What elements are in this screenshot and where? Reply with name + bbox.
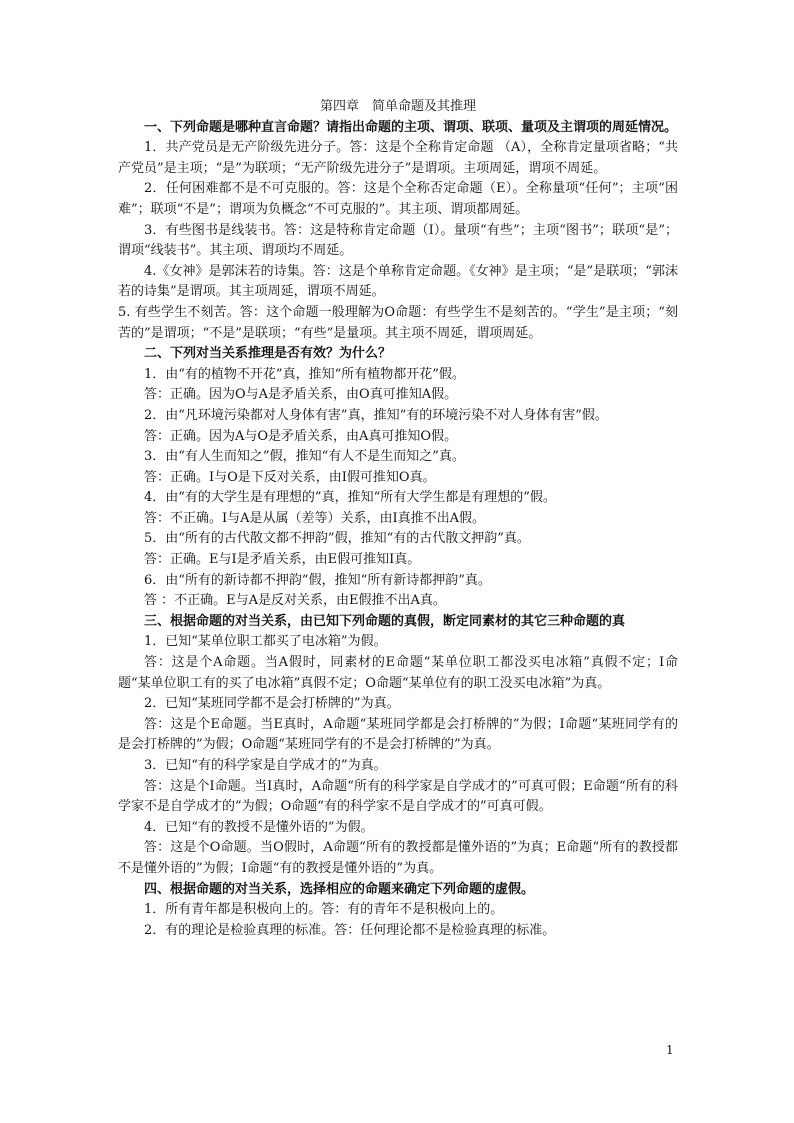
section-2-answer: 答：正确。因为O与A是矛盾关系，由O真可推知A假。 bbox=[144, 387, 458, 403]
section-3-question: 4．已知“有的教授不是懂外语的”为假。 bbox=[144, 819, 374, 835]
section-2-answer: 答：不正确。I与A是从属（差等）关系，由I真推不出A假。 bbox=[144, 510, 486, 526]
chapter-title: 第四章 简单命题及其推理 bbox=[319, 99, 476, 114]
section-3-answer: 答：这是个E命题。当E真时，A命题“某班同学都是会打桥牌的”为假；I命题“某班同学有的是会打桥牌的”为假；O命题“某班同学有的不是会打桥牌的”为真。 bbox=[118, 716, 678, 753]
section-3-answer: 答：这是个O命题。当O假时，A命题“所有的教授都是懂外语的”为真；E命题“所有的教授都不是懂外语的”为假；I命题“有的教授是懂外语的”为真。 bbox=[118, 840, 678, 876]
section-3-answer: 答：这是个I命题。当I真时，A命题“所有的科学家是自学成才的”可真可假；E命题“所有的科学家不是自学成才的”为假；O命题“有的科学家不是自学成才的”可真可假。 bbox=[118, 778, 678, 815]
section-1-item: 2．任何困难都不是不可克服的。答：这是个全称否定命题（E）。全称量项“任何”；主项“困难”；联项“不是”；谓项为负概念“不可克服的”。其主项、谓项都周延。 bbox=[118, 181, 678, 217]
section-2-answer: 答 ：不正确。E与A是反对关系，由E假推不出A真。 bbox=[144, 593, 446, 609]
section-2-heading: 二、下列对当关系推理是否有效？为什么？ bbox=[144, 346, 392, 362]
section-4-item: 2．有的理论是检验真理的标准。答：任何理论都不是检验真理的标准。 bbox=[144, 922, 556, 938]
section-1-heading: 一、下列命题是哪种直言命题？请指出命题的主项、谓项、联项、量项及主谓项的周延情况。 bbox=[144, 119, 678, 135]
section-3-question: 1．已知“某单位职工都买了电冰箱”为假。 bbox=[144, 634, 387, 650]
section-1-item: 1．共产党员是无产阶级先进分子。答：这是个全称肯定命题 （A），全称肯定量项省略；“共产党员”是主项；“是”为联项；“无产阶级先进分子”是谓项。主项周延，谓项不周延。 bbox=[118, 140, 678, 176]
section-3-heading: 三、根据命题的对当关系，由已知下列命题的真假，断定同素材的其它三种命题的真 bbox=[144, 613, 626, 629]
section-1-item: 4.《女神》是郭沫若的诗集。答：这是个单称肯定命题。《女神》是主项；“是”是联项；“郭沫若的诗集”是谓项。其主项周延，谓项不周延。 bbox=[118, 263, 678, 300]
section-1-item: 5. 有些学生不刻苦。答：这个命题一般理解为O命题：有些学生不是刻苦的。“学生”是主项；“刻苦的”是谓项；“不是”是联项；“有些”是量项。其主项不周延，谓项周延。 bbox=[118, 304, 678, 341]
section-2-answer: 答：正确。因为A与O是矛盾关系，由A真可推知O假。 bbox=[144, 428, 458, 444]
section-4-heading: 四、根据命题的对当关系，选择相应的命题来确定下列命题的虚假。 bbox=[144, 881, 535, 897]
section-2-question: 5．由“所有的古代散文都不押韵”假，推知“有的古代散文押韵”真。 bbox=[144, 531, 530, 547]
section-4-item: 1．所有青年都是积极向上的。答：有的青年不是积极向上的。 bbox=[144, 902, 504, 918]
section-2-answer: 答：正确。E与I是矛盾关系，由E假可推知I真。 bbox=[144, 552, 421, 568]
section-3-answer: 答：这是个A命题。当A假时，同素材的E命题“某单位职工都没买电冰箱”真假不定；I命题“某单位职工有的买了电冰箱”真假不定；O命题“某单位有的职工没买电冰箱”为真。 bbox=[118, 655, 678, 691]
section-1-item: 3．有些图书是线装书。答：这是特称肯定命题（I）。量项“有些”；主项“图书”；联项“是”；谓项“线装书”。其主项、谓项均不周延。 bbox=[118, 222, 678, 259]
section-2-question: 2．由“凡环境污染都对人身体有害”真，推知“有的环境污染不对人身体有害”假。 bbox=[144, 407, 608, 423]
page-number: 1 bbox=[666, 1043, 674, 1057]
section-2-question: 3．由“有人生而知之”假，推知“有人不是生而知之”真。 bbox=[144, 449, 465, 465]
section-2-answer: 答：正确。I与O是下反对关系，由I假可推知O真。 bbox=[144, 469, 436, 485]
document-page bbox=[118, 97, 678, 941]
section-3-question: 3．已知“有的科学家是自学成才的”为真。 bbox=[144, 758, 387, 773]
section-2-question: 1．由“有的植物不开花”真，推知“所有植物都开花”假。 bbox=[144, 366, 465, 382]
section-2-question: 4．由“有的大学生是有理想的”真，推知“所有大学生都是有理想的”假。 bbox=[144, 490, 556, 506]
section-3-question: 2．已知“某班同学都不是会打桥牌的”为真。 bbox=[144, 696, 400, 712]
section-2-question: 6．由“所有的新诗都不押韵”假，推知“所有新诗都押韵”真。 bbox=[144, 572, 491, 588]
